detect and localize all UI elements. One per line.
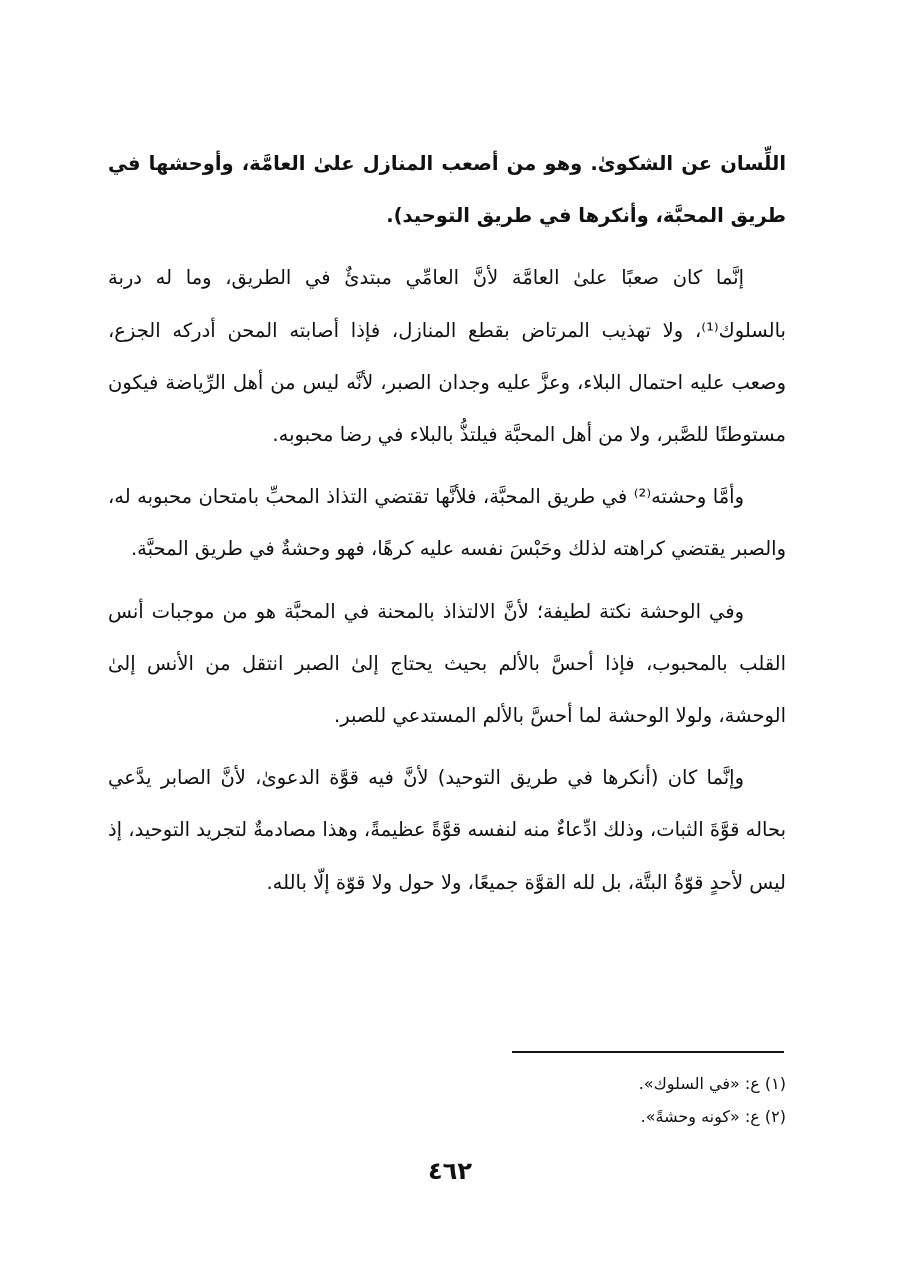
footnote-1: (١) ع: «في السلوك». — [638, 1074, 786, 1093]
footnote-2: (٢) ع: «كونه وحشةً». — [640, 1107, 786, 1126]
paragraph-5: وإنَّما كان (أنكرها في طريق التوحيد) لأنَّ فيه قوَّة الدعوىٰ، لأنَّ الصابر يدَّعي بحاله قوَّةَ الثبات، وذلك ادِّعاءٌ منه لنفسه قوَّةً عظيمةً، وهذا مصادمةٌ لتجريد التوحيد، إذ ليس لأحدٍ قوّةُ البتَّة، بل لله القوَّة جميعًا، ولا حول ولا قوّة إلّا بالله. — [107, 766, 786, 894]
page-number: ٤٦٢ — [428, 1157, 472, 1185]
footnote-divider — [512, 1051, 784, 1053]
paragraph-4: وفي الوحشة نكتة لطيفة؛ لأنَّ الالتذاذ بالمحنة في المحبَّة هو من موجبات أنس القلب بالمحبوب، فإذا أحسَّ بالألم بحيث يحتاج إلىٰ الصبر انتقل من الأنس إلىٰ الوحشة، ولولا الوحشة لما أحسَّ بالألم المستدعي للصبر. — [108, 599, 786, 728]
paragraph-1: اللِّسان عن الشكوىٰ. وهو من أصعب المنازل علىٰ العامَّة، وأوحشها في طريق المحبَّة، وأنكرها في طريق التوحيد). — [108, 152, 786, 228]
paragraph-2: إنَّما كان صعبًا علىٰ العامَّة لأنَّ العامِّي مبتدئٌ في الطريق، وما له دربة بالسلوك⁽¹⁾، ولا تهذيب المرتاض بقطع المنازل، فإذا أصابته المحن أدركه الجزع، وصعب عليه احتمال البلاء، وعزَّ عليه وجدان الصبر، لأنَّه ليس من أهل الرِّياضة فيكون مستوطنًا للصَّبر، ولا من أهل المحبَّة فيلتذُّ بالبلاء في رضا محبوبه. — [108, 266, 786, 447]
footnotes — [108, 1067, 786, 1133]
main-text — [108, 138, 786, 919]
paragraph-3: وأمَّا وحشته⁽²⁾ في طريق المحبَّة، فلأنَّها تقتضي التذاذ المحبِّ بامتحان محبوبه له، والصبر يقتضي كراهته لذلك وحَبْسَ نفسه عليه كرهًا، فهو وحشةٌ في طريق المحبَّة. — [108, 485, 786, 561]
